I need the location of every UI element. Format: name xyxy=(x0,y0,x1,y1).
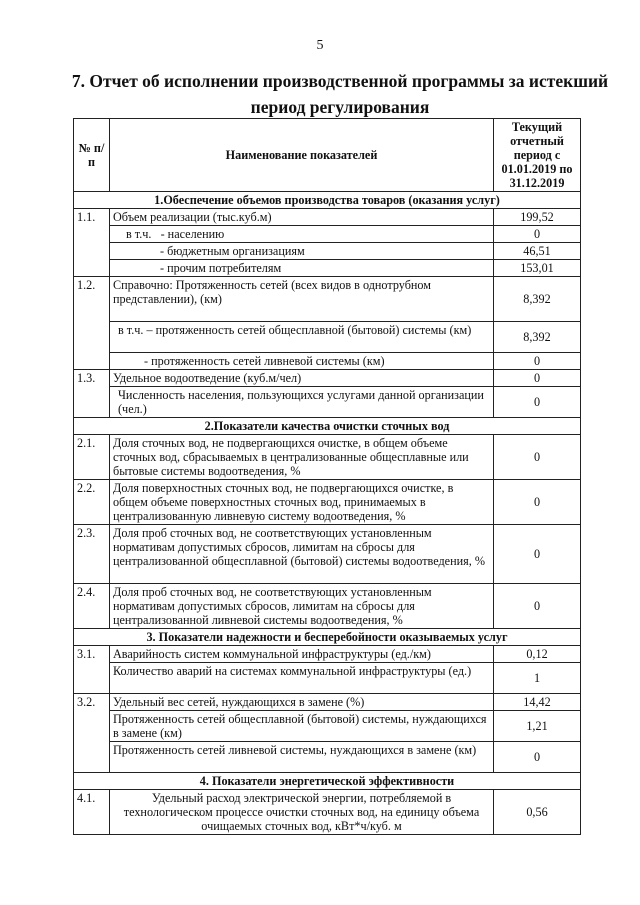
row-value: 0 xyxy=(494,435,581,480)
section-title: 3. Показатели надежности и бесперебойности оказываемых услуг xyxy=(74,629,581,646)
row-number: 1.1. xyxy=(74,209,110,277)
row-label: Справочно: Протяженность сетей (всех видов в однотрубном представлении), (км) xyxy=(110,277,494,322)
section-title: 4. Показатели энергетической эффективности xyxy=(74,773,581,790)
row-label: Доля сточных вод, не подвергающихся очистке, в общем объеме сточных вод, сбрасываемых в централизованные общесплавные или бытовые системы водоотведения, % xyxy=(110,435,494,480)
row-label: Численность населения, пользующихся услугами данной организации (чел.) xyxy=(110,387,494,418)
row-label: Доля проб сточных вод, не соответствующих установленным нормативам допустимых сбросов, лимитам на сбросы для централизованной общесплавной (бытовой) системы водоотведения, % xyxy=(110,525,494,584)
row-value: 153,01 xyxy=(494,260,581,277)
row-value: 0 xyxy=(494,742,581,773)
header-name: Наименование показателей xyxy=(110,119,494,192)
section-row xyxy=(74,418,581,435)
row-label: Протяженность сетей общесплавной (бытовой) системы, нуждающихся в замене (км) xyxy=(110,711,494,742)
row-label: - бюджетным организациям xyxy=(110,243,494,260)
row-value: 0,56 xyxy=(494,790,581,835)
section-title: 1.Обеспечение объемов производства товаров (оказания услуг) xyxy=(74,192,581,209)
row-value: 8,392 xyxy=(494,277,581,322)
row-label: в т.ч. - населению xyxy=(110,226,494,243)
table-row xyxy=(74,711,581,742)
table-row xyxy=(74,584,581,629)
table-row xyxy=(74,260,581,277)
row-label: в т.ч. – протяженность сетей общесплавной (бытовой) системы (км) xyxy=(110,322,494,353)
table-row xyxy=(74,322,581,353)
row-number: 2.2. xyxy=(74,480,110,525)
row-label: Аварийность систем коммунальной инфраструктуры (ед./км) xyxy=(110,646,494,663)
row-label: Удельное водоотведение (куб.м/чел) xyxy=(110,370,494,387)
page-title: 7. Отчет об исполнении производственной программы за истекший период регулирования xyxy=(71,71,609,117)
row-number: 3.2. xyxy=(74,694,110,773)
table-row xyxy=(74,646,581,663)
table-row xyxy=(74,387,581,418)
table-row xyxy=(74,480,581,525)
row-label: Удельный расход электрической энергии, потребляемой в технологическом процессе очистки сточных вод, на единицу объема очищаемых сточных вод, кВт*ч/куб. м xyxy=(110,790,494,835)
table-row xyxy=(74,277,581,322)
row-label: Протяженность сетей ливневой системы, нуждающихся в замене (км) xyxy=(110,742,494,773)
table-row xyxy=(74,370,581,387)
row-number: 2.4. xyxy=(74,584,110,629)
row-value: 0 xyxy=(494,370,581,387)
row-number: 2.3. xyxy=(74,525,110,584)
table-row xyxy=(74,525,581,584)
page-number: 5 xyxy=(316,38,324,53)
table-row xyxy=(74,435,581,480)
row-value: 0 xyxy=(494,353,581,370)
table-row xyxy=(74,663,581,694)
row-value: 1,21 xyxy=(494,711,581,742)
row-label: Удельный вес сетей, нуждающихся в замене (%) xyxy=(110,694,494,711)
row-number: 4.1. xyxy=(74,790,110,835)
section-row xyxy=(74,773,581,790)
row-label: - прочим потребителям xyxy=(110,260,494,277)
header-period: Текущий отчетный период с 01.01.2019 по 31.12.2019 xyxy=(494,119,581,192)
row-value: 0 xyxy=(494,480,581,525)
report-table xyxy=(73,118,581,835)
row-label: Доля поверхностных сточных вод, не подвергающихся очистке, в общем объеме поверхностных сточных вод, принимаемых в централизованную ливневую систему водоотведения, % xyxy=(110,480,494,525)
row-label: - протяженность сетей ливневой системы (км) xyxy=(110,353,494,370)
section-row xyxy=(74,629,581,646)
table-row xyxy=(74,226,581,243)
row-value: 1 xyxy=(494,663,581,694)
row-value: 8,392 xyxy=(494,322,581,353)
table-row xyxy=(74,243,581,260)
table-row xyxy=(74,790,581,835)
row-value: 199,52 xyxy=(494,209,581,226)
table-row xyxy=(74,353,581,370)
row-value: 0 xyxy=(494,584,581,629)
row-label: Доля проб сточных вод, не соответствующих установленным нормативам допустимых сбросов, лимитам на сбросы для централизованной ливневой системы водоотведения, % xyxy=(110,584,494,629)
section-row xyxy=(74,192,581,209)
row-value: 0 xyxy=(494,387,581,418)
section-title: 2.Показатели качества очистки сточных вод xyxy=(74,418,581,435)
row-label: Количество аварий на системах коммунальной инфраструктуры (ед.) xyxy=(110,663,494,694)
table-row xyxy=(74,209,581,226)
row-value: 0 xyxy=(494,525,581,584)
row-number: 1.3. xyxy=(74,370,110,418)
table-row xyxy=(74,742,581,773)
row-value: 0,12 xyxy=(494,646,581,663)
row-number: 1.2. xyxy=(74,277,110,370)
row-value: 0 xyxy=(494,226,581,243)
row-number: 2.1. xyxy=(74,435,110,480)
row-number: 3.1. xyxy=(74,646,110,694)
row-value: 14,42 xyxy=(494,694,581,711)
header-num: № п/п xyxy=(74,119,110,192)
table-row xyxy=(74,694,581,711)
row-label: Объем реализации (тыс.куб.м) xyxy=(110,209,494,226)
table-header-row xyxy=(74,119,581,192)
row-value: 46,51 xyxy=(494,243,581,260)
